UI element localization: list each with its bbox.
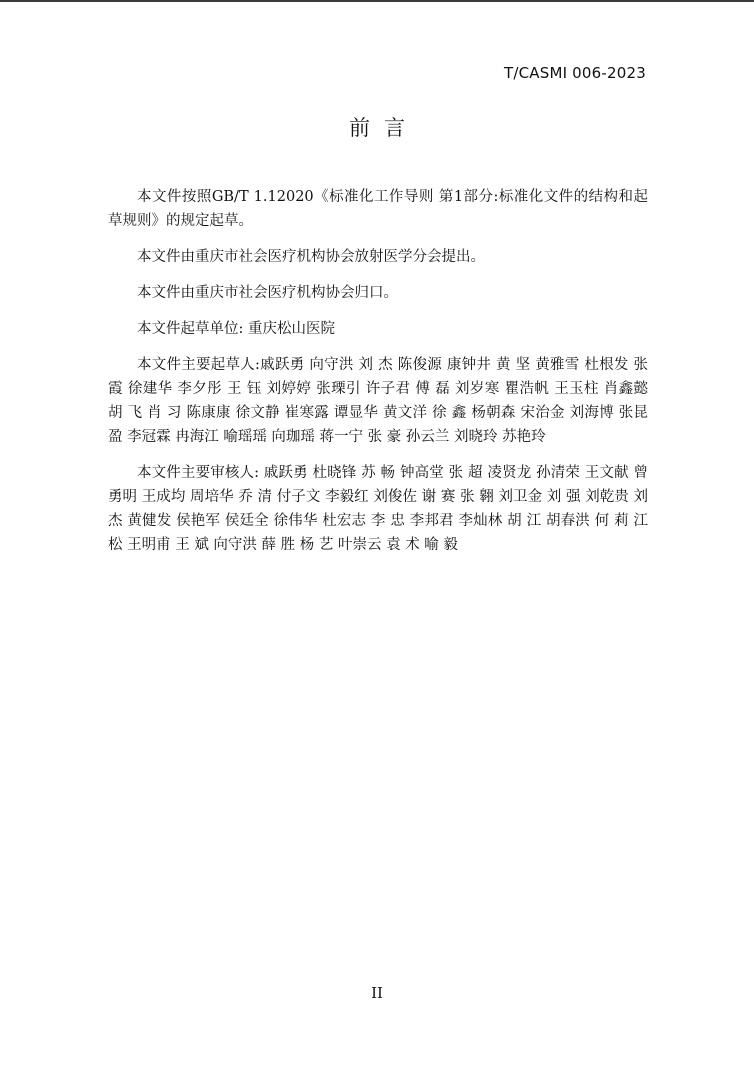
paragraph-main-drafters: 本文件主要起草人:戚跃勇 向守洪 刘 杰 陈俊源 康钟井 黄 坚 黄雅雪 杜根发 张 霞 徐建华 李夕彤 王 钰 刘婷婷 张瑮引 许子君 傅 磊 刘岁寒 瞿浩帆 王玉柱 肖鑫懿 胡 飞 肖 习 陈康康 徐文静 崔寒露 谭显华 黄文洋 徐 鑫 杨朝森 宋治金 刘海博 张昆盈 李冠霖 冉海江 喻瑶瑶 向珈瑶 蒋一宁 张 豪 孙云兰 刘晓玲 苏艳玲 — [108, 357, 648, 445]
document-code: T/CASMI 006-2023 — [503, 64, 646, 82]
document-body — [108, 185, 648, 569]
paragraph-main-reviewers: 本文件主要审核人: 戚跃勇 杜晓锋 苏 畅 钟高堂 张 超 凌贤龙 孙清荣 王文献 曾勇明 王成均 周培华 乔 清 付子文 李毅红 刘俊佐 谢 赛 张 翱 刘卫金 刘 强 刘乾贵 刘 杰 黄健发 侯艳军 侯廷全 徐伟华 杜宏志 李 忠 李邦君 李灿林 胡 江 胡春洪 何 莉 江 松 王明甫 王 斌 向守洪 薛 胜 杨 艺 叶崇云 袁 术 喻 毅 — [108, 465, 648, 553]
top-border-line — [0, 0, 754, 2]
paragraph-drafting-unit: 本文件起草单位: 重庆松山医院 — [137, 321, 335, 337]
paragraph-proposer: 本文件由重庆市社会医疗机构协会放射医学分会提出。 — [137, 249, 485, 265]
page-title: 前言 — [349, 116, 419, 140]
paragraph-administrator: 本文件由重庆市社会医疗机构协会归口。 — [137, 285, 398, 301]
paragraph-drafting-basis: 本文件按照GB/T 1.12020《标准化工作导则 第1部分:标准化文件的结构和起草规则》的规定起草。 — [108, 189, 648, 229]
page-number: II — [371, 984, 383, 1002]
